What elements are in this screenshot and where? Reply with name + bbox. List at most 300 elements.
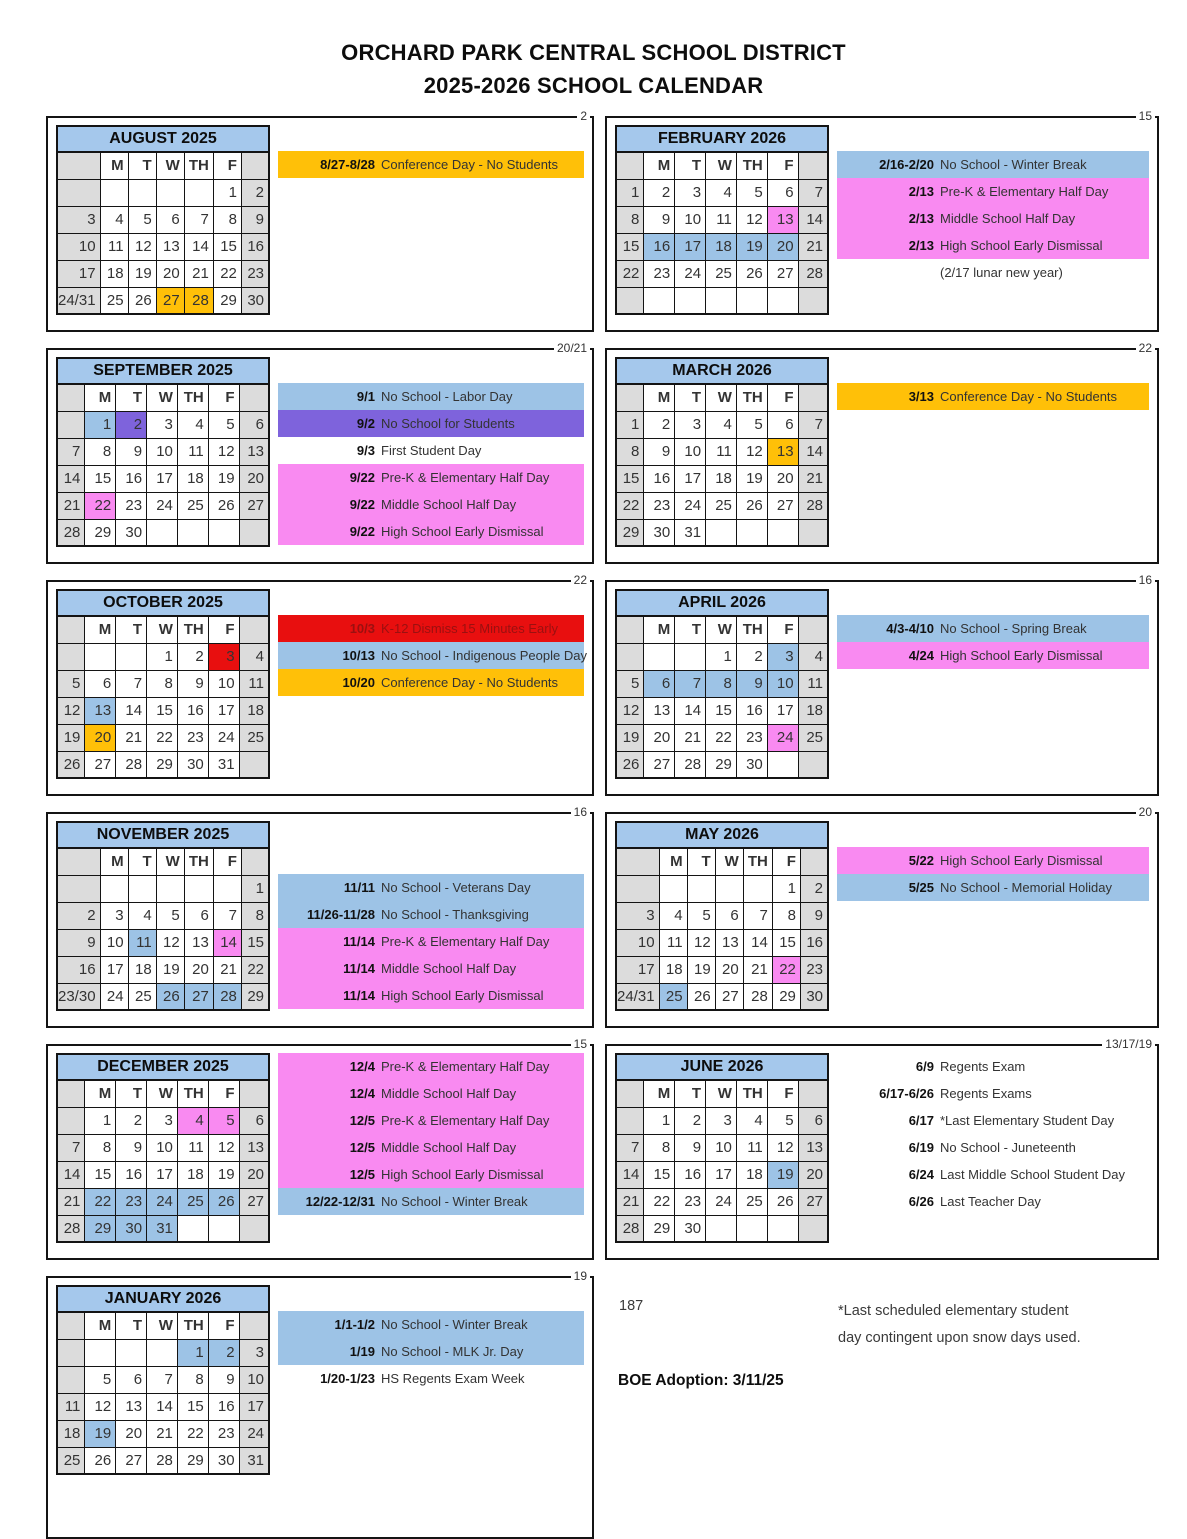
day-header-cell: TH (177, 1080, 208, 1107)
annotation-text: Conference Day - No Students (940, 389, 1118, 404)
day-cell: 26 (767, 1188, 798, 1215)
day-cell: 7 (675, 670, 706, 697)
day-cell: 1 (772, 875, 800, 902)
day-cell: 20 (644, 724, 675, 751)
day-cell: 8 (147, 670, 178, 697)
week-row (57, 1107, 269, 1134)
day-cell: 10 (675, 206, 706, 233)
day-header-cell: TH (177, 616, 208, 643)
month-title: FEBRUARY 2026 (615, 125, 829, 151)
annotation-text: No School - Labor Day (381, 389, 513, 404)
day-cell: 4 (706, 411, 737, 438)
annotation-text: Conference Day - No Students (381, 157, 559, 172)
day-header-cell: M (85, 1080, 116, 1107)
calendar-table (615, 615, 829, 779)
day-header-cell: T (116, 1080, 147, 1107)
day-cell: 3 (239, 1339, 269, 1366)
day-cell: 16 (116, 465, 147, 492)
annotation-text: No School - Memorial Holiday (940, 880, 1112, 895)
annotation-date: 9/2 (356, 416, 375, 431)
day-cell: 7 (743, 902, 772, 929)
day-cell: 13 (239, 438, 269, 465)
day-header-cell: F (208, 1080, 239, 1107)
day-cell: 10 (147, 1134, 178, 1161)
annotation-date: 1/20-1/23 (320, 1371, 375, 1386)
day-cell: 5 (57, 670, 85, 697)
day-cell: 9 (644, 206, 675, 233)
annotation-text: Regents Exam (940, 1059, 1026, 1074)
day-header-cell: TH (736, 616, 767, 643)
day-cell: 3 (147, 411, 178, 438)
day-cell: 18 (798, 697, 828, 724)
annotation-row (837, 178, 1149, 205)
day-cell: 13 (184, 929, 213, 956)
day-cell: 4 (736, 1107, 767, 1134)
day-cell: 25 (798, 724, 828, 751)
day-cell: 24 (675, 260, 706, 287)
day-cell: 23 (736, 724, 767, 751)
day-cell: 14 (116, 697, 147, 724)
day-header-row (57, 152, 269, 179)
week-row (57, 411, 269, 438)
week-row (57, 233, 269, 260)
week-row (57, 929, 269, 956)
annotation-date: 10/20 (342, 675, 375, 690)
day-cell: 6 (767, 411, 798, 438)
day-header-cell: TH (184, 848, 213, 875)
day-cell: 18 (177, 1161, 208, 1188)
day-cell: 24/31 (57, 287, 100, 314)
annotation-text: Last Teacher Day (940, 1194, 1041, 1209)
annotation-date: 5/25 (908, 880, 934, 895)
annotation-text: Pre-K & Elementary Half Day (381, 934, 550, 949)
day-cell: 18 (706, 233, 737, 260)
day-cell: 29 (772, 983, 800, 1010)
day-cell: 26 (208, 492, 239, 519)
day-header-row (616, 848, 828, 875)
day-cell: 8 (85, 438, 116, 465)
annotation-date: 6/17 (908, 1113, 934, 1128)
day-cell: 15 (85, 465, 116, 492)
day-cell: 15 (213, 233, 241, 260)
annotation-text: *Last Elementary Student Day (940, 1113, 1115, 1128)
day-cell: 26 (687, 983, 715, 1010)
day-header-cell: W (156, 848, 184, 875)
day-cell (184, 179, 213, 206)
day-cell: 18 (100, 260, 128, 287)
month-box (46, 1269, 594, 1539)
annotation-text: Middle School Half Day (381, 1086, 517, 1101)
day-cell: 9 (736, 670, 767, 697)
annotation-date: 1/1-1/2 (334, 1317, 375, 1332)
month-box (605, 1037, 1159, 1260)
annotation-text: No School - Winter Break (381, 1194, 528, 1209)
day-cell: 20 (156, 260, 184, 287)
day-cell: 13 (116, 1393, 147, 1420)
day-cell: 26 (85, 1447, 116, 1474)
day-cell: 4 (798, 643, 828, 670)
day-cell: 27 (156, 287, 184, 314)
day-cell: 13 (156, 233, 184, 260)
day-cell (128, 875, 156, 902)
annotation-date: 12/4 (349, 1059, 375, 1074)
day-cell (616, 1107, 644, 1134)
day-header-cell (57, 1312, 85, 1339)
annotation-row (837, 205, 1149, 232)
week-row (616, 902, 828, 929)
day-header-cell (241, 848, 269, 875)
day-cell: 21 (57, 1188, 85, 1215)
day-cell (156, 179, 184, 206)
day-cell: 22 (644, 1188, 675, 1215)
day-cell: 17 (100, 956, 128, 983)
day-header-cell: M (644, 152, 675, 179)
annotation-text: No School - Winter Break (940, 157, 1087, 172)
day-cell: 28 (743, 983, 772, 1010)
day-cell: 16 (800, 929, 828, 956)
month-box (46, 573, 594, 796)
day-cell: 22 (772, 956, 800, 983)
annotations (278, 874, 584, 1009)
day-cell: 30 (736, 751, 767, 778)
day-cell: 30 (116, 519, 147, 546)
day-cell: 11 (100, 233, 128, 260)
day-cell: 2 (644, 179, 675, 206)
annotation-row (837, 383, 1149, 410)
day-cell: 18 (57, 1420, 85, 1447)
day-cell: 19 (156, 956, 184, 983)
calendar-table (615, 847, 829, 1011)
day-cell: 5 (616, 670, 644, 697)
day-cell: 14 (675, 697, 706, 724)
month-content (56, 1053, 584, 1243)
day-cell: 22 (85, 1188, 116, 1215)
annotation-text: Regents Exams (940, 1086, 1032, 1101)
day-cell: 4 (659, 902, 687, 929)
day-header-row (616, 152, 828, 179)
month-box (605, 805, 1159, 1028)
day-cell: 15 (85, 1161, 116, 1188)
week-row (616, 438, 828, 465)
day-cell: 2 (644, 411, 675, 438)
day-cell: 31 (147, 1215, 178, 1242)
annotation-date: 12/5 (349, 1113, 375, 1128)
day-cell: 2 (57, 902, 100, 929)
day-cell: 14 (213, 929, 241, 956)
day-cell: 25 (177, 492, 208, 519)
day-header-cell (800, 848, 828, 875)
day-cell: 16 (208, 1393, 239, 1420)
day-header-cell: M (644, 616, 675, 643)
day-cell (57, 875, 100, 902)
annotation-row (837, 1107, 1149, 1134)
week-row (616, 465, 828, 492)
day-cell: 8 (616, 438, 644, 465)
day-cell: 24 (208, 724, 239, 751)
day-cell: 29 (147, 751, 178, 778)
day-cell: 6 (239, 411, 269, 438)
day-cell (177, 519, 208, 546)
day-cell (616, 875, 659, 902)
day-cell: 31 (239, 1447, 269, 1474)
annotation-row (278, 901, 584, 928)
day-cell: 26 (57, 751, 85, 778)
day-cell: 6 (239, 1107, 269, 1134)
day-cell (128, 179, 156, 206)
day-cell: 13 (239, 1134, 269, 1161)
day-cell: 3 (208, 643, 239, 670)
day-cell: 20 (184, 956, 213, 983)
day-cell: 18 (659, 956, 687, 983)
day-cell: 17 (767, 697, 798, 724)
week-row (616, 956, 828, 983)
day-cell: 11 (659, 929, 687, 956)
day-cell: 1 (213, 179, 241, 206)
day-cell: 6 (85, 670, 116, 697)
month-title: JUNE 2026 (615, 1053, 829, 1079)
day-cell: 11 (239, 670, 269, 697)
calendar-table (56, 615, 270, 779)
day-header-cell: TH (184, 152, 213, 179)
day-cell: 5 (85, 1366, 116, 1393)
week-row (616, 206, 828, 233)
day-cell: 27 (239, 1188, 269, 1215)
week-row (616, 929, 828, 956)
day-cell: 1 (616, 179, 644, 206)
mini-calendar (615, 589, 829, 779)
day-cell (116, 643, 147, 670)
day-cell: 9 (177, 670, 208, 697)
day-cell: 12 (128, 233, 156, 260)
day-cell: 15 (147, 697, 178, 724)
day-cell: 6 (184, 902, 213, 929)
day-header-cell: M (100, 848, 128, 875)
annotation-date: 6/26 (908, 1194, 934, 1209)
day-cell (85, 643, 116, 670)
annotation-text: No School - Thanksgiving (381, 907, 529, 922)
week-row (57, 260, 269, 287)
day-header-cell (57, 616, 85, 643)
day-header-cell: F (767, 1080, 798, 1107)
day-cell: 27 (798, 1188, 828, 1215)
annotation-date: 9/22 (349, 524, 375, 539)
day-cell: 10 (57, 233, 100, 260)
week-row (616, 411, 828, 438)
day-cell: 14 (147, 1393, 178, 1420)
day-header-cell: W (706, 152, 737, 179)
annotation-date: 6/17-6/26 (879, 1086, 934, 1101)
week-row (616, 1134, 828, 1161)
day-header-cell: M (100, 152, 128, 179)
day-cell: 23 (800, 956, 828, 983)
day-cell: 29 (241, 983, 269, 1010)
day-cell: 21 (675, 724, 706, 751)
month-title: OCTOBER 2025 (56, 589, 270, 615)
district-name: ORCHARD PARK CENTRAL SCHOOL DISTRICT (341, 40, 846, 65)
day-cell: 11 (177, 1134, 208, 1161)
day-cell: 11 (736, 1134, 767, 1161)
day-header-cell: W (706, 616, 737, 643)
month-box (605, 573, 1159, 796)
annotations (278, 615, 587, 696)
day-header-cell: W (706, 1080, 737, 1107)
annotation-row (837, 1053, 1149, 1080)
day-cell: 4 (177, 411, 208, 438)
day-cell: 12 (736, 438, 767, 465)
week-row (57, 697, 269, 724)
annotation-row (278, 1338, 584, 1365)
day-cell: 21 (116, 724, 147, 751)
day-header-row (57, 848, 269, 875)
annotation-date: 1/19 (349, 1344, 375, 1359)
day-cell: 23 (644, 260, 675, 287)
day-cell: 3 (675, 179, 706, 206)
calendar-table (56, 383, 270, 547)
day-cell: 1 (706, 643, 737, 670)
day-cell: 15 (177, 1393, 208, 1420)
day-cell (147, 1339, 178, 1366)
day-cell: 3 (100, 902, 128, 929)
day-cell: 17 (239, 1393, 269, 1420)
day-cell (177, 1215, 208, 1242)
month-box (46, 341, 594, 564)
day-header-cell (241, 152, 269, 179)
day-header-cell (239, 1312, 269, 1339)
day-cell: 21 (57, 492, 85, 519)
day-header-cell: F (213, 848, 241, 875)
day-cell: 19 (128, 260, 156, 287)
annotation-text: K-12 Dismiss 15 Minutes Early (381, 621, 558, 636)
work-day-count: 20 (1136, 805, 1155, 819)
annotation-date: 3/13 (908, 389, 934, 404)
day-cell: 26 (616, 751, 644, 778)
annotation-row (278, 642, 587, 669)
calendar-table (615, 383, 829, 547)
annotation-row (278, 491, 584, 518)
day-cell: 30 (241, 287, 269, 314)
day-header-cell: M (644, 1080, 675, 1107)
annotation-text: No School - Spring Break (940, 621, 1087, 636)
mini-calendar (56, 125, 270, 315)
day-cell: 29 (706, 751, 737, 778)
week-row (57, 1188, 269, 1215)
day-cell (659, 875, 687, 902)
annotation-row (837, 1188, 1149, 1215)
day-cell: 10 (767, 670, 798, 697)
day-header-row (57, 1080, 269, 1107)
day-cell: 18 (128, 956, 156, 983)
day-cell: 14 (616, 1161, 644, 1188)
month-box (46, 805, 594, 1028)
day-cell: 29 (616, 519, 644, 546)
day-cell: 5 (156, 902, 184, 929)
day-cell: 25 (177, 1188, 208, 1215)
annotation-text: High School Early Dismissal (381, 524, 544, 539)
day-cell: 25 (128, 983, 156, 1010)
day-cell: 28 (675, 751, 706, 778)
mini-calendar (56, 357, 270, 547)
mini-calendar (56, 1285, 270, 1475)
week-row (57, 670, 269, 697)
day-cell: 1 (644, 1107, 675, 1134)
day-cell: 20 (798, 1161, 828, 1188)
month-content (56, 357, 584, 547)
day-header-cell: TH (736, 1080, 767, 1107)
annotation-date: 8/27-8/28 (320, 157, 375, 172)
day-cell: 5 (736, 179, 767, 206)
day-header-cell: W (147, 1080, 178, 1107)
day-cell: 25 (239, 724, 269, 751)
day-cell (736, 1215, 767, 1242)
day-cell: 4 (177, 1107, 208, 1134)
day-cell: 19 (208, 1161, 239, 1188)
day-cell: 13 (767, 206, 798, 233)
day-cell: 24 (706, 1188, 737, 1215)
day-cell: 18 (736, 1161, 767, 1188)
day-cell: 3 (57, 206, 100, 233)
annotations (837, 847, 1149, 901)
day-cell: 1 (616, 411, 644, 438)
day-cell: 25 (706, 260, 737, 287)
day-header-cell (616, 616, 644, 643)
annotation-date: 11/14 (343, 988, 375, 1003)
week-row (57, 465, 269, 492)
day-cell: 26 (128, 287, 156, 314)
annotation-date: 11/26-11/28 (307, 907, 375, 922)
annotation-text: High School Early Dismissal (940, 648, 1103, 663)
annotation-row (837, 1080, 1149, 1107)
mini-calendar (56, 821, 270, 1011)
month-title: NOVEMBER 2025 (56, 821, 270, 847)
day-cell: 25 (706, 492, 737, 519)
day-header-cell: TH (736, 384, 767, 411)
day-cell: 22 (213, 260, 241, 287)
day-cell: 29 (213, 287, 241, 314)
day-cell: 4 (239, 643, 269, 670)
day-cell (208, 1215, 239, 1242)
day-cell: 25 (736, 1188, 767, 1215)
annotation-date: 9/1 (356, 389, 375, 404)
month-content (56, 589, 587, 779)
mini-calendar (615, 125, 829, 315)
day-cell: 4 (128, 902, 156, 929)
day-cell: 10 (208, 670, 239, 697)
month-content (615, 125, 1149, 315)
day-header-cell: F (767, 384, 798, 411)
day-cell: 12 (736, 206, 767, 233)
day-cell: 10 (675, 438, 706, 465)
day-cell: 9 (57, 929, 100, 956)
day-header-cell: T (675, 384, 706, 411)
week-row (57, 1366, 269, 1393)
annotation-text: No School - Juneteenth (940, 1140, 1076, 1155)
day-cell: 9 (800, 902, 828, 929)
annotation-row (837, 1161, 1149, 1188)
day-cell (85, 1339, 116, 1366)
day-cell: 22 (706, 724, 737, 751)
annotation-text: High School Early Dismissal (381, 1167, 544, 1182)
day-cell: 3 (706, 1107, 737, 1134)
day-cell: 12 (767, 1134, 798, 1161)
day-cell (644, 287, 675, 314)
annotation-row (278, 955, 584, 982)
day-cell (147, 519, 178, 546)
day-cell: 2 (177, 643, 208, 670)
day-cell: 26 (208, 1188, 239, 1215)
day-cell: 8 (213, 206, 241, 233)
work-day-count: 22 (1136, 341, 1155, 355)
day-header-row (616, 1080, 828, 1107)
